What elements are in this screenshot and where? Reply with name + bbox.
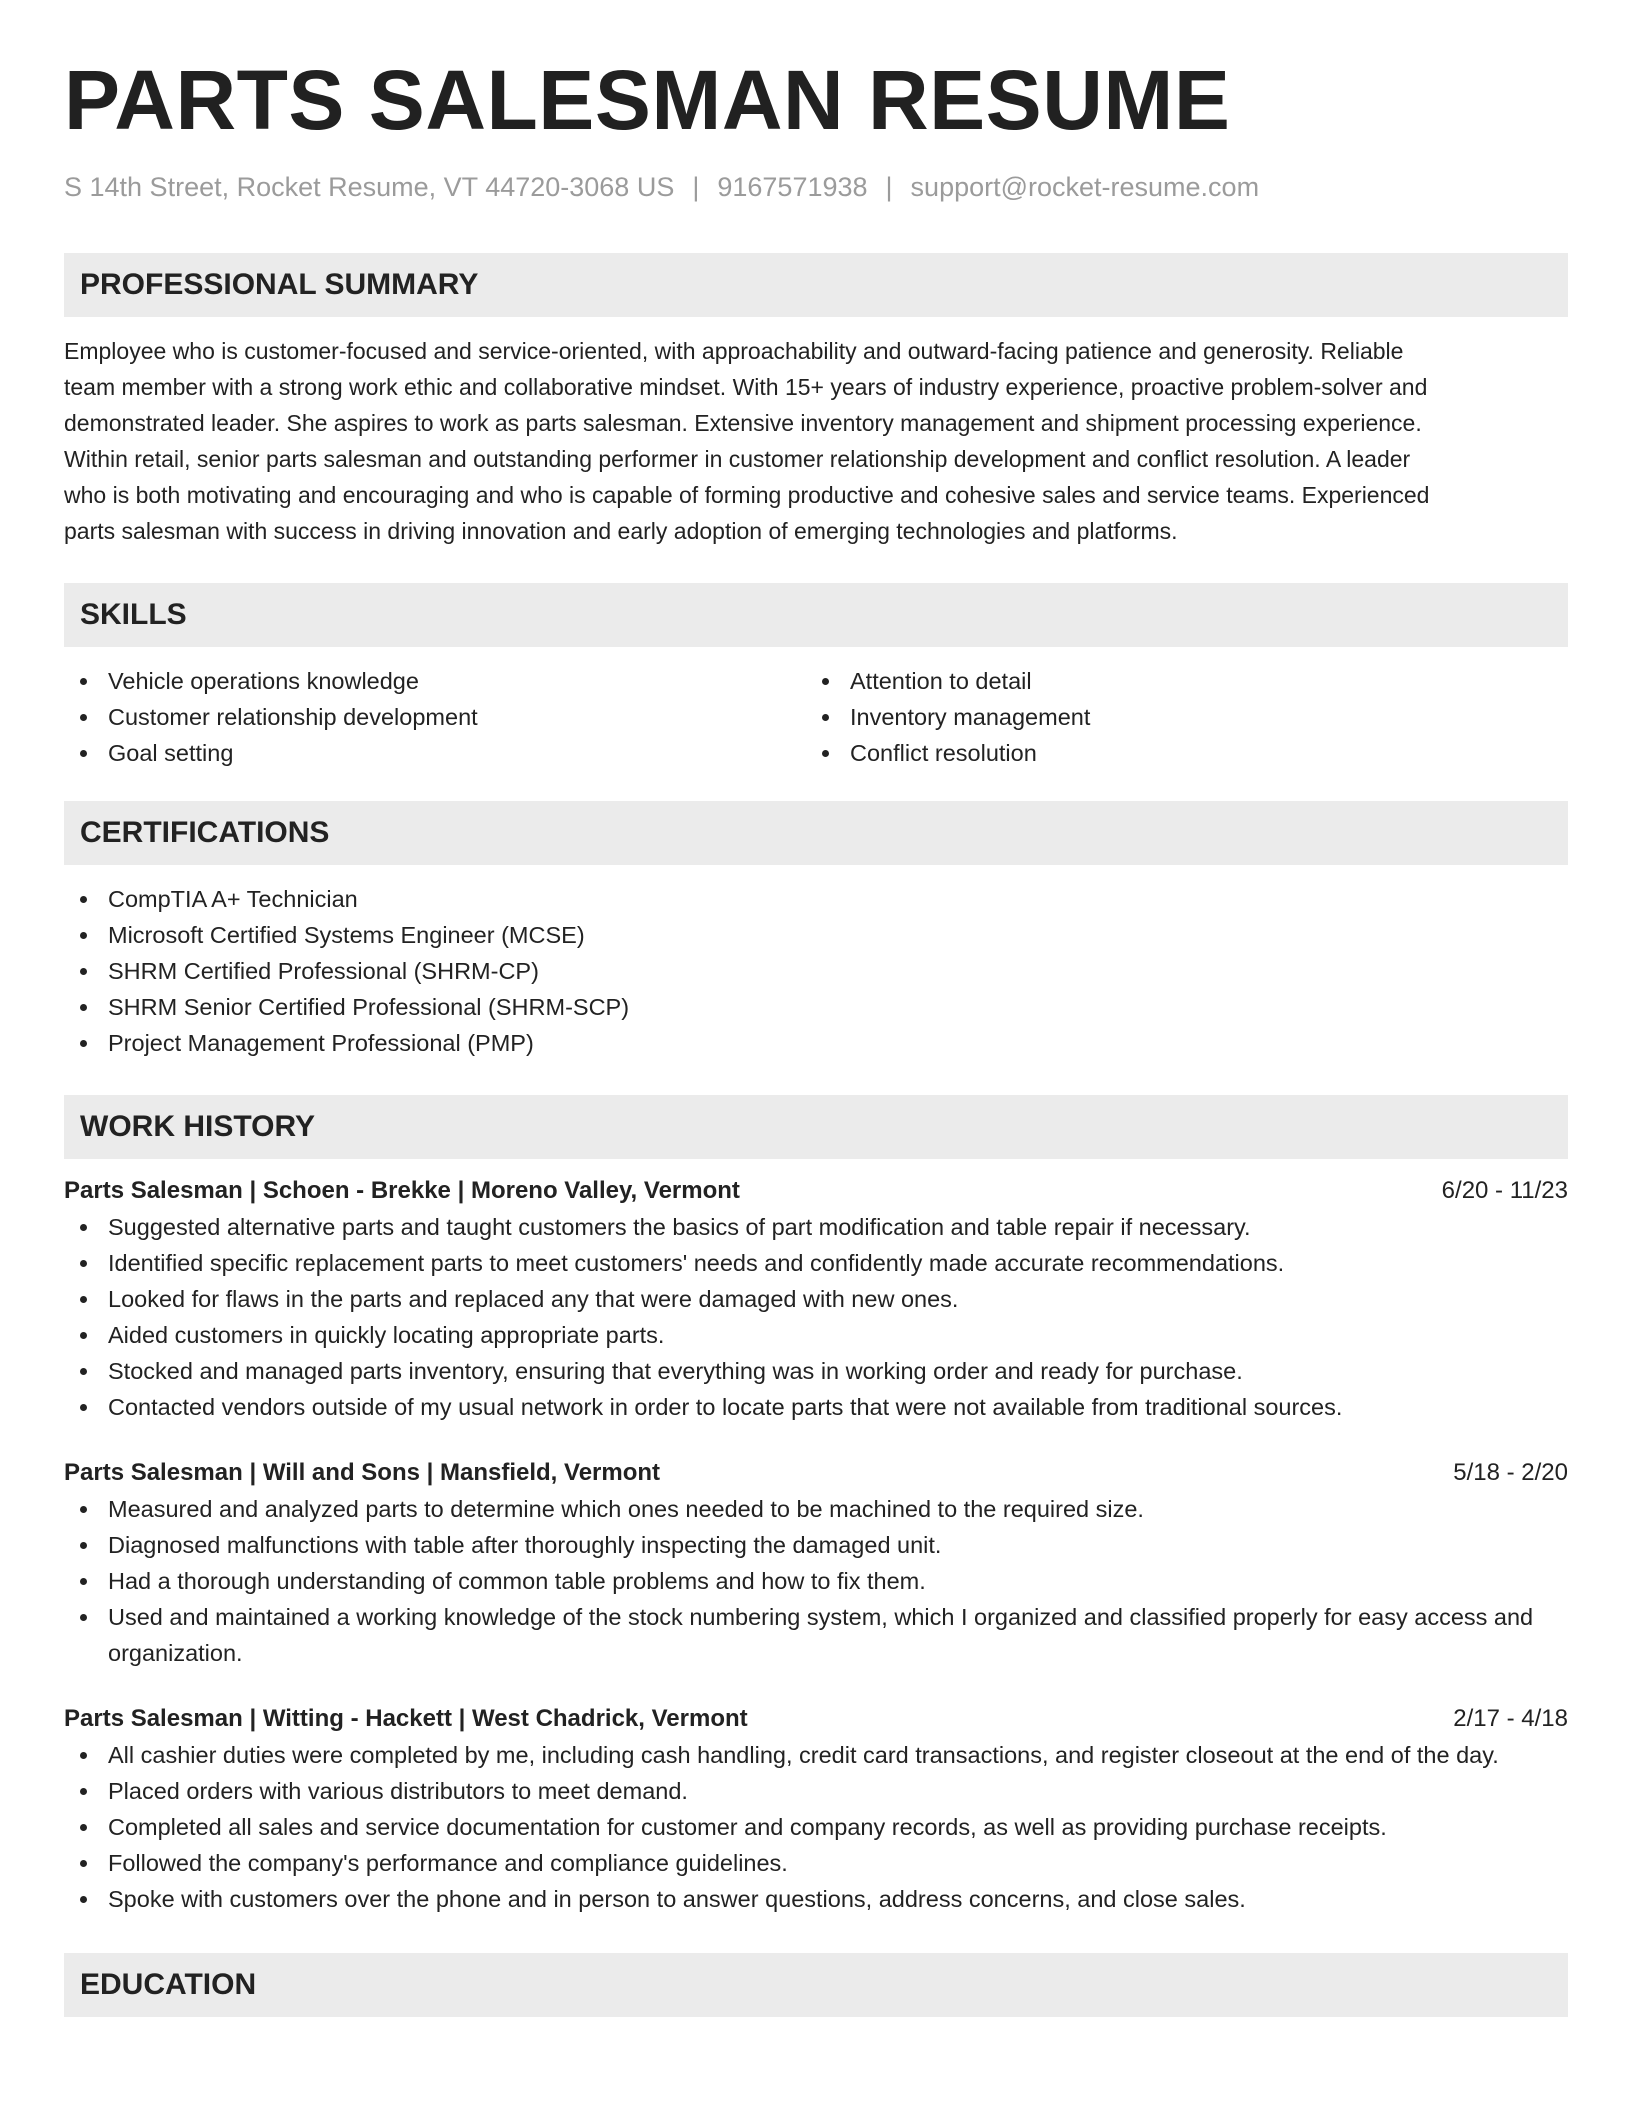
certifications-list bbox=[64, 881, 1568, 1061]
section-heading-summary: PROFESSIONAL SUMMARY bbox=[64, 253, 1568, 317]
summary-line: who is both motivating and encouraging and who is capable of forming productive and cohesive sales and service teams. Experienced bbox=[64, 482, 1430, 508]
certification-item: CompTIA A+ Technician bbox=[64, 881, 1568, 917]
skill-item: Goal setting bbox=[64, 735, 806, 771]
skills-list bbox=[64, 663, 1568, 771]
summary-line: demonstrated leader. She aspires to work as parts salesman. Extensive inventory management and shipment processing experience. bbox=[64, 410, 1422, 436]
summary-line: Employee who is customer-focused and service-oriented, with approachability and outward-facing patience and generosity. Reliable bbox=[64, 338, 1404, 364]
contact-separator: | bbox=[692, 172, 700, 202]
job-bullet: Spoke with customers over the phone and in person to answer questions, address concerns, and close sales. bbox=[64, 1881, 1568, 1917]
job-bullet: Diagnosed malfunctions with table after thoroughly inspecting the damaged unit. bbox=[64, 1527, 1568, 1563]
job-bullet: Contacted vendors outside of my usual network in order to locate parts that were not available from traditional sources. bbox=[64, 1389, 1568, 1425]
job-bullet: Had a thorough understanding of common table problems and how to fix them. bbox=[64, 1563, 1568, 1599]
certification-item: SHRM Certified Professional (SHRM-CP) bbox=[64, 953, 1568, 989]
job-title: Parts Salesman | Will and Sons | Mansfield, Vermont bbox=[64, 1459, 661, 1486]
job-bullets bbox=[64, 1209, 1568, 1425]
job-bullet: Placed orders with various distributors to meet demand. bbox=[64, 1773, 1568, 1809]
section-heading-work-history: WORK HISTORY bbox=[64, 1095, 1568, 1159]
job-bullet: Measured and analyzed parts to determine which ones needed to be machined to the required size. bbox=[64, 1491, 1568, 1527]
job-bullet: Aided customers in quickly locating appropriate parts. bbox=[64, 1317, 1568, 1353]
job-bullets bbox=[64, 1737, 1568, 1917]
job-bullet: Stocked and managed parts inventory, ensuring that everything was in working order and ready for purchase. bbox=[64, 1353, 1568, 1389]
resume-page bbox=[64, 0, 1568, 2017]
contact-phone: 9167571938 bbox=[717, 172, 868, 202]
job-title: Parts Salesman | Schoen - Brekke | Moreno Valley, Vermont bbox=[64, 1177, 740, 1204]
skills-column-left bbox=[64, 663, 806, 771]
job-dates: 6/20 - 11/23 bbox=[1441, 1177, 1568, 1204]
job-bullet: Completed all sales and service documentation for customer and company records, as well as providing purchase receipts. bbox=[64, 1809, 1568, 1845]
section-heading-certifications: CERTIFICATIONS bbox=[64, 801, 1568, 865]
resume-title: PARTS SALESMAN RESUME bbox=[64, 53, 1231, 147]
contact-address: S 14th Street, Rocket Resume, VT 44720-3068 US bbox=[64, 172, 675, 202]
summary-line: parts salesman with success in driving innovation and early adoption of emerging technologies and platforms. bbox=[64, 518, 1178, 544]
job-entry bbox=[64, 1455, 1568, 1671]
job-dates: 5/18 - 2/20 bbox=[1453, 1459, 1568, 1486]
job-bullet: All cashier duties were completed by me, including cash handling, credit card transactions, and register closeout at the end of the day. bbox=[64, 1737, 1568, 1773]
job-entry bbox=[64, 1701, 1568, 1917]
skills-column-right bbox=[806, 663, 1548, 771]
job-bullet: Suggested alternative parts and taught customers the basics of part modification and table repair if necessary. bbox=[64, 1209, 1568, 1245]
job-bullet: Followed the company's performance and compliance guidelines. bbox=[64, 1845, 1568, 1881]
job-bullet: Identified specific replacement parts to meet customers' needs and confidently made accurate recommendations. bbox=[64, 1245, 1568, 1281]
skill-item: Customer relationship development bbox=[64, 699, 806, 735]
job-title: Parts Salesman | Witting - Hackett | West Chadrick, Vermont bbox=[64, 1705, 748, 1732]
section-heading-skills: SKILLS bbox=[64, 583, 1568, 647]
certification-item: Microsoft Certified Systems Engineer (MCSE) bbox=[64, 917, 1568, 953]
skill-item: Attention to detail bbox=[806, 663, 1548, 699]
certification-item: SHRM Senior Certified Professional (SHRM-SCP) bbox=[64, 989, 1568, 1025]
skill-item: Conflict resolution bbox=[806, 735, 1548, 771]
summary-line: Within retail, senior parts salesman and outstanding performer in customer relationship development and conflict resolution. A leader bbox=[64, 446, 1411, 472]
skill-item: Vehicle operations knowledge bbox=[64, 663, 806, 699]
job-header bbox=[64, 1701, 1568, 1737]
job-entry bbox=[64, 1173, 1568, 1425]
job-bullet: Looked for flaws in the parts and replaced any that were damaged with new ones. bbox=[64, 1281, 1568, 1317]
summary-paragraph bbox=[64, 333, 1568, 549]
job-bullets bbox=[64, 1491, 1568, 1671]
contact-separator: | bbox=[885, 172, 893, 202]
job-dates: 2/17 - 4/18 bbox=[1453, 1705, 1568, 1732]
skill-item: Inventory management bbox=[806, 699, 1548, 735]
job-header bbox=[64, 1455, 1568, 1491]
contact-email: support@rocket-resume.com bbox=[910, 172, 1260, 202]
summary-line: team member with a strong work ethic and collaborative mindset. With 15+ years of industry experience, proactive problem-solver and bbox=[64, 374, 1428, 400]
job-bullet: Used and maintained a working knowledge of the stock numbering system, which I organized and classified properly for easy access and organization. bbox=[64, 1599, 1568, 1671]
contact-line bbox=[64, 174, 1568, 201]
certification-item: Project Management Professional (PMP) bbox=[64, 1025, 1568, 1061]
section-heading-education: EDUCATION bbox=[64, 1953, 1568, 2017]
job-header bbox=[64, 1173, 1568, 1209]
